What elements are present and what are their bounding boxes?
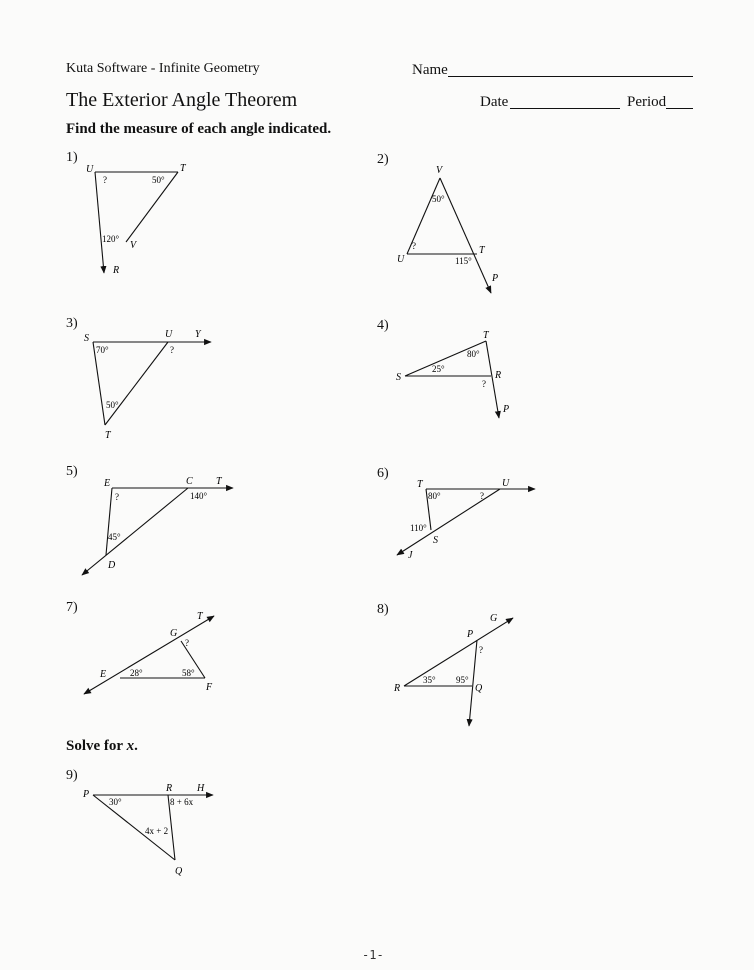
- point-label: R: [166, 783, 173, 794]
- point-label: H: [197, 783, 205, 794]
- angle-label: 58°: [182, 668, 195, 678]
- angle-label: 95°: [456, 675, 469, 685]
- page-number: -1-: [362, 948, 384, 962]
- angle-label: 50°: [432, 194, 445, 204]
- angle-label: ?: [412, 241, 416, 251]
- figure-1: [86, 163, 187, 276]
- point-label: E: [100, 669, 107, 680]
- angle-label: ?: [482, 379, 486, 389]
- angle-label: 45°: [108, 532, 121, 542]
- angle-label: 50°: [152, 175, 165, 185]
- point-label: T: [483, 330, 489, 341]
- point-label: T: [216, 476, 222, 487]
- point-label: P: [83, 789, 90, 800]
- angle-label: 70°: [96, 345, 109, 355]
- angle-label: 115°: [455, 256, 472, 266]
- angle-label: ?: [115, 492, 119, 502]
- instructions-solve: Solve for x.: [66, 738, 138, 754]
- worksheet-title: The Exterior Angle Theorem: [66, 89, 298, 111]
- point-label: Q: [175, 866, 183, 877]
- period-label: Period: [627, 94, 667, 110]
- angle-label: 8 + 6x: [170, 797, 194, 807]
- figure-2: [397, 165, 498, 293]
- point-label: E: [104, 478, 111, 489]
- problem-number: 3): [66, 316, 78, 331]
- date-label: Date: [480, 94, 509, 110]
- point-label: Y: [195, 329, 201, 340]
- problem-number: 9): [66, 768, 78, 783]
- point-label: Q: [475, 683, 483, 694]
- point-label: C: [186, 476, 193, 487]
- problem-number: 4): [377, 318, 389, 333]
- problem-number: 7): [66, 600, 78, 615]
- point-label: U: [397, 254, 405, 265]
- point-label: R: [113, 265, 120, 276]
- angle-label: 80°: [428, 491, 441, 501]
- angle-label: 28°: [130, 668, 143, 678]
- point-label: J: [408, 550, 413, 561]
- angle-label: ?: [103, 175, 107, 185]
- point-label: P: [492, 273, 499, 284]
- point-label: S: [396, 372, 401, 383]
- instructions-find: Find the measure of each angle indicated.: [66, 121, 332, 137]
- figure-7: [84, 611, 214, 694]
- problem-number: 6): [377, 466, 389, 481]
- point-label: G: [170, 628, 178, 639]
- angle-label: ?: [185, 638, 189, 648]
- point-label: P: [467, 629, 474, 640]
- angle-label: 35°: [423, 675, 436, 685]
- angle-label: 30°: [109, 797, 122, 807]
- angle-label: 110°: [410, 523, 427, 533]
- point-label: F: [206, 682, 213, 693]
- figure-6: [397, 478, 535, 561]
- point-label: T: [479, 245, 485, 256]
- angle-label: ?: [170, 345, 174, 355]
- problem-number: 1): [66, 150, 78, 165]
- point-label: G: [490, 613, 498, 624]
- name-label: Name: [412, 62, 448, 78]
- figure-9: [82, 783, 213, 877]
- point-label: U: [165, 329, 173, 340]
- angle-label: 80°: [467, 349, 480, 359]
- figure-3: [84, 329, 211, 441]
- point-label: T: [180, 163, 186, 174]
- problem-number: 2): [377, 152, 389, 167]
- point-label: U: [86, 164, 94, 175]
- angle-label: 25°: [432, 364, 445, 374]
- angle-label: 140°: [190, 491, 208, 501]
- figure-4: [396, 330, 509, 418]
- point-label: T: [417, 479, 423, 490]
- point-label: S: [433, 535, 438, 546]
- point-label: D: [108, 560, 116, 571]
- point-label: V: [436, 165, 443, 176]
- angle-label: ?: [479, 645, 483, 655]
- point-label: R: [394, 683, 401, 694]
- point-label: T: [105, 430, 111, 441]
- point-label: R: [495, 370, 502, 381]
- problem-number: 5): [66, 464, 78, 479]
- angle-label: 50°: [106, 400, 119, 410]
- point-label: U: [502, 478, 510, 489]
- point-label: V: [130, 240, 137, 251]
- angle-label: 4x + 2: [145, 826, 169, 836]
- angle-label: 120°: [102, 234, 120, 244]
- point-label: T: [197, 611, 203, 622]
- problem-number: 8): [377, 602, 389, 617]
- point-label: S: [84, 333, 89, 344]
- point-label: P: [503, 404, 510, 415]
- angle-label: ?: [480, 491, 484, 501]
- software-brand: Kuta Software - Infinite Geometry: [66, 61, 260, 76]
- figure-5: [82, 476, 233, 575]
- figure-8: [393, 613, 513, 726]
